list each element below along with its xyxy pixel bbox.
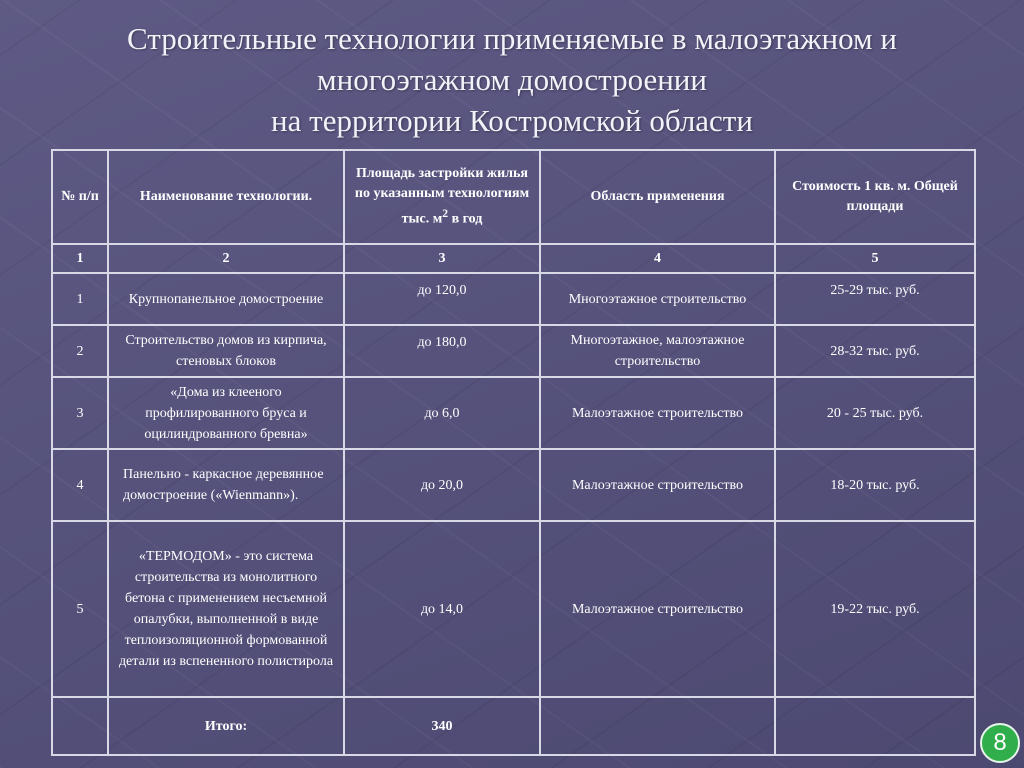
col-number: 2 — [108, 244, 344, 273]
header-num: № п/п — [52, 150, 108, 244]
row-area: до 20,0 — [344, 449, 540, 521]
row-cost: 18-20 тыс. руб. — [775, 449, 975, 521]
header-name: Наименование технологии. — [108, 150, 344, 244]
row-scope: Малоэтажное строительство — [540, 449, 775, 521]
header-cost: Стоимость 1 кв. м. Общей площади — [775, 150, 975, 244]
total-cost — [775, 697, 975, 755]
technologies-table — [51, 149, 976, 756]
row-scope: Многоэтажное строительство — [540, 273, 775, 325]
table-row — [52, 273, 975, 325]
total-label: Итого: — [108, 697, 344, 755]
header-area-sup: 2 — [442, 207, 449, 221]
row-num: 2 — [52, 325, 108, 377]
row-scope: Многоэтажное, малоэтажное строительство — [540, 325, 775, 377]
row-name: «ТЕРМОДОМ» - это система строительства из монолитного бетона с применением несъемной опалубки, выполненной в виде теплоизоляционной формованной детали из вспененного полистирола — [108, 521, 344, 697]
row-area: до 14,0 — [344, 521, 540, 697]
row-num: 1 — [52, 273, 108, 325]
row-cost: 28-32 тыс. руб. — [775, 325, 975, 377]
col-number: 1 — [52, 244, 108, 273]
row-scope: Малоэтажное строительство — [540, 377, 775, 449]
row-area: до 120,0 — [344, 273, 540, 325]
row-name: «Дома из клееного профилированного бруса и оцилиндрованного бревна» — [108, 377, 344, 449]
row-cost: 25-29 тыс. руб. — [775, 273, 975, 325]
row-area: до 6,0 — [344, 377, 540, 449]
page-number-badge: 8 — [980, 723, 1020, 763]
table-row — [52, 377, 975, 449]
row-name: Панельно - каркасное деревянное домостроение («Wienmann»). — [108, 449, 344, 521]
column-number-row — [52, 244, 975, 273]
header-area-suffix: в год — [448, 211, 483, 227]
total-row — [52, 697, 975, 755]
header-area-unit: тыс. м — [401, 211, 443, 227]
slide-title — [40, 18, 984, 141]
table-row — [52, 325, 975, 377]
row-name: Крупнопанельное домостроение — [108, 273, 344, 325]
total-area: 340 — [344, 697, 540, 755]
total-num — [52, 697, 108, 755]
row-num: 4 — [52, 449, 108, 521]
header-scope: Область применения — [540, 150, 775, 244]
slide-title-line-1: Строительные технологии применяемые в малоэтажном и — [127, 21, 897, 56]
row-name: Строительство домов из кирпича, стеновых блоков — [108, 325, 344, 377]
table-row — [52, 521, 975, 697]
col-number: 5 — [775, 244, 975, 273]
row-scope: Малоэтажное строительство — [540, 521, 775, 697]
row-num: 3 — [52, 377, 108, 449]
row-cost: 19-22 тыс. руб. — [775, 521, 975, 697]
col-number: 3 — [344, 244, 540, 273]
header-area-line1: Площадь застройки жилья по указанным технологиям — [354, 166, 530, 202]
row-num: 5 — [52, 521, 108, 697]
table-header-row — [52, 150, 975, 244]
slide-title-line-2: многоэтажном домостроении — [317, 62, 707, 97]
row-area: до 180,0 — [344, 325, 540, 377]
total-scope — [540, 697, 775, 755]
row-cost: 20 - 25 тыс. руб. — [775, 377, 975, 449]
slide-title-line-3: на территории Костромской области — [271, 103, 753, 138]
col-number: 4 — [540, 244, 775, 273]
table-row — [52, 449, 975, 521]
header-area — [344, 150, 540, 244]
